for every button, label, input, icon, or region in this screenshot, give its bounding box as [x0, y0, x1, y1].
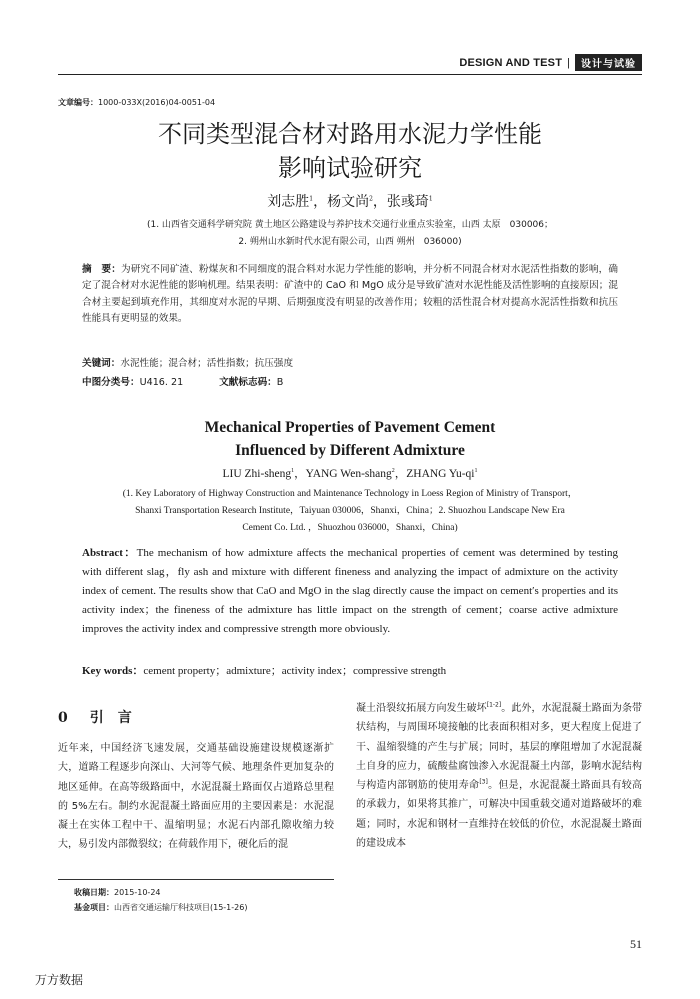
abstract-en-label: Abstract：	[82, 547, 137, 559]
keywords-cn-label: 关键词：	[82, 358, 121, 369]
received-label: 收稿日期：	[74, 888, 114, 897]
citation-ref: [3]	[479, 778, 488, 786]
clc-label: 中图分类号：	[82, 377, 140, 388]
affiliations-en	[80, 486, 620, 537]
author-cn-sep: ，	[372, 194, 387, 210]
section-label-cn: 设计与试验	[575, 54, 642, 71]
title-en-line1: Mechanical Properties of Pavement Cement	[204, 419, 496, 436]
author-en-name: LIU Zhi-sheng	[222, 468, 292, 480]
body-left-text: 近年来，中国经济飞速发展，交通基础设施建设规模逐渐扩大，道路工程逐步向深山、大河等气候、地理条件更加复杂的地区延伸。在高等级路面中，水泥混凝土路面仅占道路总里程的 5%左右。制约水泥混凝土路面应用的主要因素是：水泥混凝土在实体工程中干、温缩明显；水泥石内部孔隙收缩力较大，易引发内部微裂纹；在荷载作用下，硬化后的混	[58, 743, 334, 851]
affiliations-cn	[58, 217, 642, 251]
received-value: 2015-10-24	[114, 888, 161, 897]
authors-cn	[0, 191, 700, 211]
section-title: 引 言	[89, 710, 132, 726]
section-separator: |	[567, 56, 570, 69]
article-number-label: 文章编号：	[58, 98, 98, 107]
body-right-text-3: 。但是，水泥混凝土路面具有较高的承载力，如果将其推广，可解决中国重载交通对道路破坏的难题；同时，水泥和钢材一直维持在较低的价位，水泥混凝土路面的建设成本	[356, 780, 643, 850]
author-en-name: ZHANG Yu-qi	[406, 468, 475, 480]
author-en-sup: 1	[474, 468, 478, 475]
header-rule	[58, 74, 642, 75]
affiliation-cn-line1: (1. 山西省交通科学研究院 黄土地区公路建设与养护技术交通行业重点实验室，山西 太原 030006；	[146, 220, 554, 230]
keywords-en-text: cement property；admixture；activity index；compressive strength	[143, 665, 447, 677]
journal-section-header	[459, 54, 642, 71]
section-heading	[58, 707, 132, 727]
author-cn-sep: ，	[313, 194, 328, 210]
body-right-text-1: 凝土沿裂纹拓展方向发生破坏	[356, 703, 487, 714]
abstract-en	[82, 544, 618, 639]
footnotes	[74, 885, 247, 915]
body-column-right	[356, 699, 642, 853]
title-cn-line2: 影响试验研究	[278, 154, 422, 182]
affiliation-en-line1: (1. Key Laboratory of Highway Construction and Maintenance Technology in Loess Region of Ministry of Transport，	[122, 489, 578, 499]
title-cn	[58, 117, 642, 185]
affiliation-en-line3: Cement Co. Ltd. ，Shuozhou 036000，Shanxi，China)	[242, 523, 458, 533]
abstract-en-text: The mechanism of how admixture affects the mechanical properties of cement was determined by testing with different slag，fly ash and mixture with different fineness and analyzing the impact of admixture on the activity index of cement. The results show that CaO and MgO in the slag directly cause the impact on cement′s properties and its activity index；the fineness of the admixture has little impact on the strength of cement；coarse active admixture improves the activity index and compressive strength more obviously.	[82, 547, 619, 635]
section-number: 0	[58, 710, 68, 726]
keywords-cn	[82, 355, 293, 369]
author-en-sep: ，	[394, 468, 407, 480]
body-column-left	[58, 739, 334, 855]
fund-value: 山西省交通运输厅科技项目(15-1-26)	[114, 903, 248, 912]
author-cn-sup: 1	[428, 195, 433, 203]
title-en	[58, 416, 642, 462]
author-en-name: YANG Wen-shang	[305, 468, 392, 480]
keywords-cn-text: 水泥性能；混合材；活性指数；抗压强度	[120, 358, 294, 369]
author-cn-name: 刘志胜	[267, 194, 310, 210]
body-right-text-2: 。此外，水泥混凝土路面为条带状结构，与周围环境接触的比表面积相对多，更大程度上促进了干、温缩裂缝的产生与扩展；同时，基层的摩阻增加了水泥混凝土自身的应力，硫酸盐腐蚀渗入水泥混凝土内部，影响水泥结构与构造内部钢筋的使用寿命	[356, 703, 643, 792]
doc-code-value: B	[276, 377, 284, 388]
author-cn-sup: 1	[309, 195, 314, 203]
keywords-en	[82, 662, 446, 678]
author-en-sup: 1	[291, 468, 295, 475]
author-en-sep: ，	[294, 468, 306, 480]
author-en-sup: 2	[391, 468, 395, 475]
affiliation-en-line2: Shanxi Transportation Research Institute，Taiyuan 030006，Shanxi，China；2. Shuozhou Landscape New Era	[135, 506, 565, 516]
author-cn-name: 张彧琦	[386, 194, 429, 210]
article-number	[58, 97, 215, 108]
fund-label: 基金项目：	[74, 903, 114, 912]
footnote-rule	[58, 879, 334, 880]
title-cn-line1: 不同类型混合材对路用水泥力学性能	[158, 120, 542, 148]
author-cn-name: 杨文尚	[327, 194, 370, 210]
author-cn-sup: 2	[369, 195, 373, 203]
article-number-value: 1000-033X(2016)04-0051-04	[98, 98, 216, 107]
classification-line	[82, 374, 283, 388]
clc-value: U416. 21	[139, 377, 184, 388]
abstract-cn-text: 为研究不同矿渣、粉煤灰和不同细度的混合料对水泥力学性能的影响，并分析不同混合材对水泥活性指数的影响，确定了混合材对水泥性能的影响机理。结果表明：矿渣中的 CaO 和 MgO 成分是导致矿渣对水泥性能及活性影响的直接原因；混合材主要起到填充作用，其细度对水泥的早期、后期强度没有明显的改善作用；较粗的活性混合材对提高水泥活性指数和抗压性能具有更明显的效果。	[82, 264, 619, 325]
section-label-en: DESIGN AND TEST	[459, 56, 563, 69]
title-en-line2: Influenced by Different Admixture	[235, 442, 465, 459]
keywords-en-label: Key words：	[82, 665, 144, 677]
footnote-received	[74, 885, 247, 900]
authors-en	[0, 465, 700, 481]
page-number: 51	[630, 937, 642, 951]
citation-ref: [1-2]	[486, 701, 502, 709]
affiliation-cn-line2: 2. 朔州山水新时代水泥有限公司，山西 朔州 036000)	[238, 237, 462, 247]
doc-code-label: 文献标志码：	[219, 377, 277, 388]
watermark: 万方数据	[35, 973, 84, 987]
abstract-cn-label: 摘 要：	[82, 264, 121, 275]
footnote-fund	[74, 900, 247, 915]
abstract-cn	[82, 262, 618, 328]
